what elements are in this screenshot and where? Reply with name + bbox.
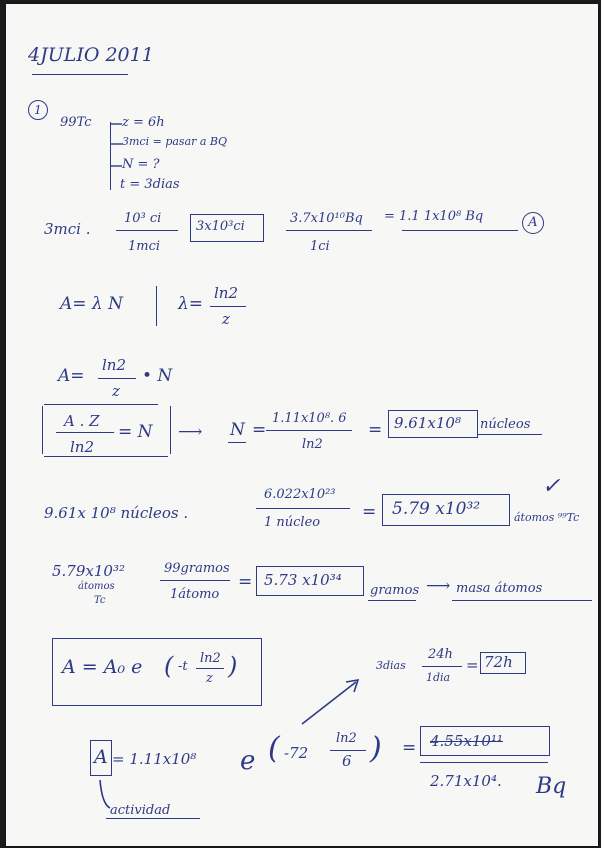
decay-exp-bar	[196, 668, 224, 669]
date-underline	[32, 74, 128, 75]
solve-top: A . Z	[64, 412, 100, 430]
subst-lhs: A=	[58, 366, 85, 386]
days-eq: =	[466, 656, 479, 674]
conversion-f1-bar	[116, 230, 178, 231]
activity-divider	[156, 286, 157, 326]
avogadro-eq: =	[362, 502, 377, 522]
problem-number: 1	[28, 100, 48, 120]
given-bracket	[110, 122, 111, 190]
avogadro-bar	[256, 508, 350, 509]
final-exp-bar	[330, 750, 366, 751]
solve-bar	[56, 432, 114, 433]
given-time: t = 3dias	[120, 177, 180, 192]
lambda-bar	[210, 306, 246, 307]
conversion-f2-num: 3.7x10¹⁰Bq	[290, 211, 363, 226]
solve-num: 1.11x10⁸. 6	[272, 411, 347, 426]
solve-right-line	[170, 406, 171, 454]
final-exp-den: 6	[342, 752, 352, 770]
final-paren-close: )	[370, 731, 382, 766]
conversion-label: A	[522, 212, 544, 234]
given-activity: 3mci = pasar a BQ	[122, 135, 228, 148]
conversion-f2-bar	[286, 230, 372, 231]
final-e: e	[240, 746, 256, 776]
solve-n-underline	[228, 442, 246, 443]
lambda-lhs: λ=	[178, 294, 204, 314]
avogadro-result: 5.79 x10³²	[392, 499, 481, 519]
days-link-arrowhead	[346, 680, 358, 692]
final-rhs: = 1.11x10⁸	[112, 750, 197, 768]
mass-unit: gramos	[370, 583, 420, 598]
subst-den: z	[112, 382, 120, 400]
date-heading: 4JULIO 2011	[28, 44, 154, 66]
avogadro-unit: átomos ⁹⁹Tc	[514, 511, 580, 524]
mass-unit-underline	[368, 600, 416, 601]
final-exp-num: ln2	[336, 731, 357, 746]
conversion-result: = 1.1 1x10⁸ Bq	[384, 209, 484, 224]
final-exp-t: -72	[284, 744, 309, 762]
final-note: actividad	[110, 803, 171, 818]
solve-den: ln2	[302, 437, 323, 452]
final-note-hook	[100, 780, 110, 808]
solve-eq2: =	[252, 420, 267, 440]
mass-lhs-sub2: Tc	[94, 595, 106, 606]
final-a: A	[94, 746, 108, 768]
subst-rhs: • N	[142, 366, 173, 386]
lambda-den: z	[222, 310, 230, 328]
conversion-result-underline	[402, 230, 518, 231]
solve-eq: = N	[118, 422, 153, 442]
days-result: 72h	[484, 653, 513, 671]
decay-paren-open: (	[164, 652, 174, 680]
days-den: 1dia	[426, 671, 451, 684]
days-link-arrow-line	[302, 682, 356, 724]
decay-exp-den: z	[206, 671, 213, 686]
subst-bar	[98, 378, 136, 379]
days-bar	[422, 666, 462, 667]
isotope-label: 99Tc	[60, 115, 92, 130]
final-unit: Bq	[536, 774, 567, 799]
solve-num-bar	[266, 430, 352, 431]
solve-eq3: =	[368, 420, 383, 440]
solve-bottom: ln2	[70, 438, 95, 456]
final-eq: =	[402, 738, 417, 758]
mass-result: 5.73 x10³⁴	[264, 571, 342, 589]
subst-num: ln2	[102, 356, 127, 374]
avogadro-den: 1 núcleo	[264, 515, 321, 530]
solve-bottom-line	[44, 456, 168, 457]
n-unit-underline	[478, 434, 542, 435]
given-half-life: z = 6h	[122, 115, 165, 130]
mass-note: masa átomos	[456, 581, 543, 596]
solve-left-line	[42, 406, 43, 454]
checkmark-icon: ✓	[542, 474, 561, 499]
days-num: 24h	[428, 647, 453, 662]
mass-note-underline	[452, 600, 592, 601]
given-n: N = ?	[122, 157, 160, 172]
conversion-start: 3mci .	[44, 220, 91, 238]
mass-lhs: 5.79x10³²	[52, 562, 125, 580]
conversion-f1-num: 10³ ci	[124, 211, 162, 226]
final-result: 2.71x10⁴.	[430, 772, 502, 790]
mass-bar	[160, 580, 230, 581]
lambda-num: ln2	[214, 284, 239, 302]
conversion-boxed-value: 3x10³ci	[196, 219, 245, 234]
days-lhs: 3dias	[376, 659, 406, 672]
conversion-f1-den: 1mci	[128, 239, 161, 254]
decay-formula: A = A₀ e	[62, 656, 143, 678]
mass-den: 1átomo	[170, 587, 220, 602]
solve-arrow: ⟶	[178, 422, 203, 442]
mass-arrow: ⟶	[426, 576, 451, 596]
decay-paren-close: )	[228, 652, 238, 680]
notebook-page	[6, 4, 598, 846]
final-note-underline	[106, 818, 200, 819]
avogadro-num: 6.022x10²³	[264, 487, 336, 502]
mass-num: 99gramos	[164, 561, 230, 576]
activity-formula: A= λ N	[60, 294, 123, 314]
mass-eq: =	[238, 572, 253, 592]
final-paren-open: (	[268, 731, 280, 766]
final-struck: 4.55x10¹¹	[430, 732, 503, 750]
mass-lhs-sub: átomos	[78, 581, 115, 592]
decay-exp-num: ln2	[200, 651, 221, 666]
solve-top-line	[44, 404, 158, 405]
final-result-line	[420, 762, 548, 763]
solve-n: N	[230, 420, 245, 440]
decay-exp-t: -t	[178, 659, 188, 674]
conversion-f2-den: 1ci	[310, 239, 330, 254]
avogadro-lhs: 9.61x 10⁸ núcleos .	[44, 504, 189, 522]
n-unit: núcleos	[480, 417, 531, 432]
n-result: 9.61x10⁸	[394, 414, 461, 432]
